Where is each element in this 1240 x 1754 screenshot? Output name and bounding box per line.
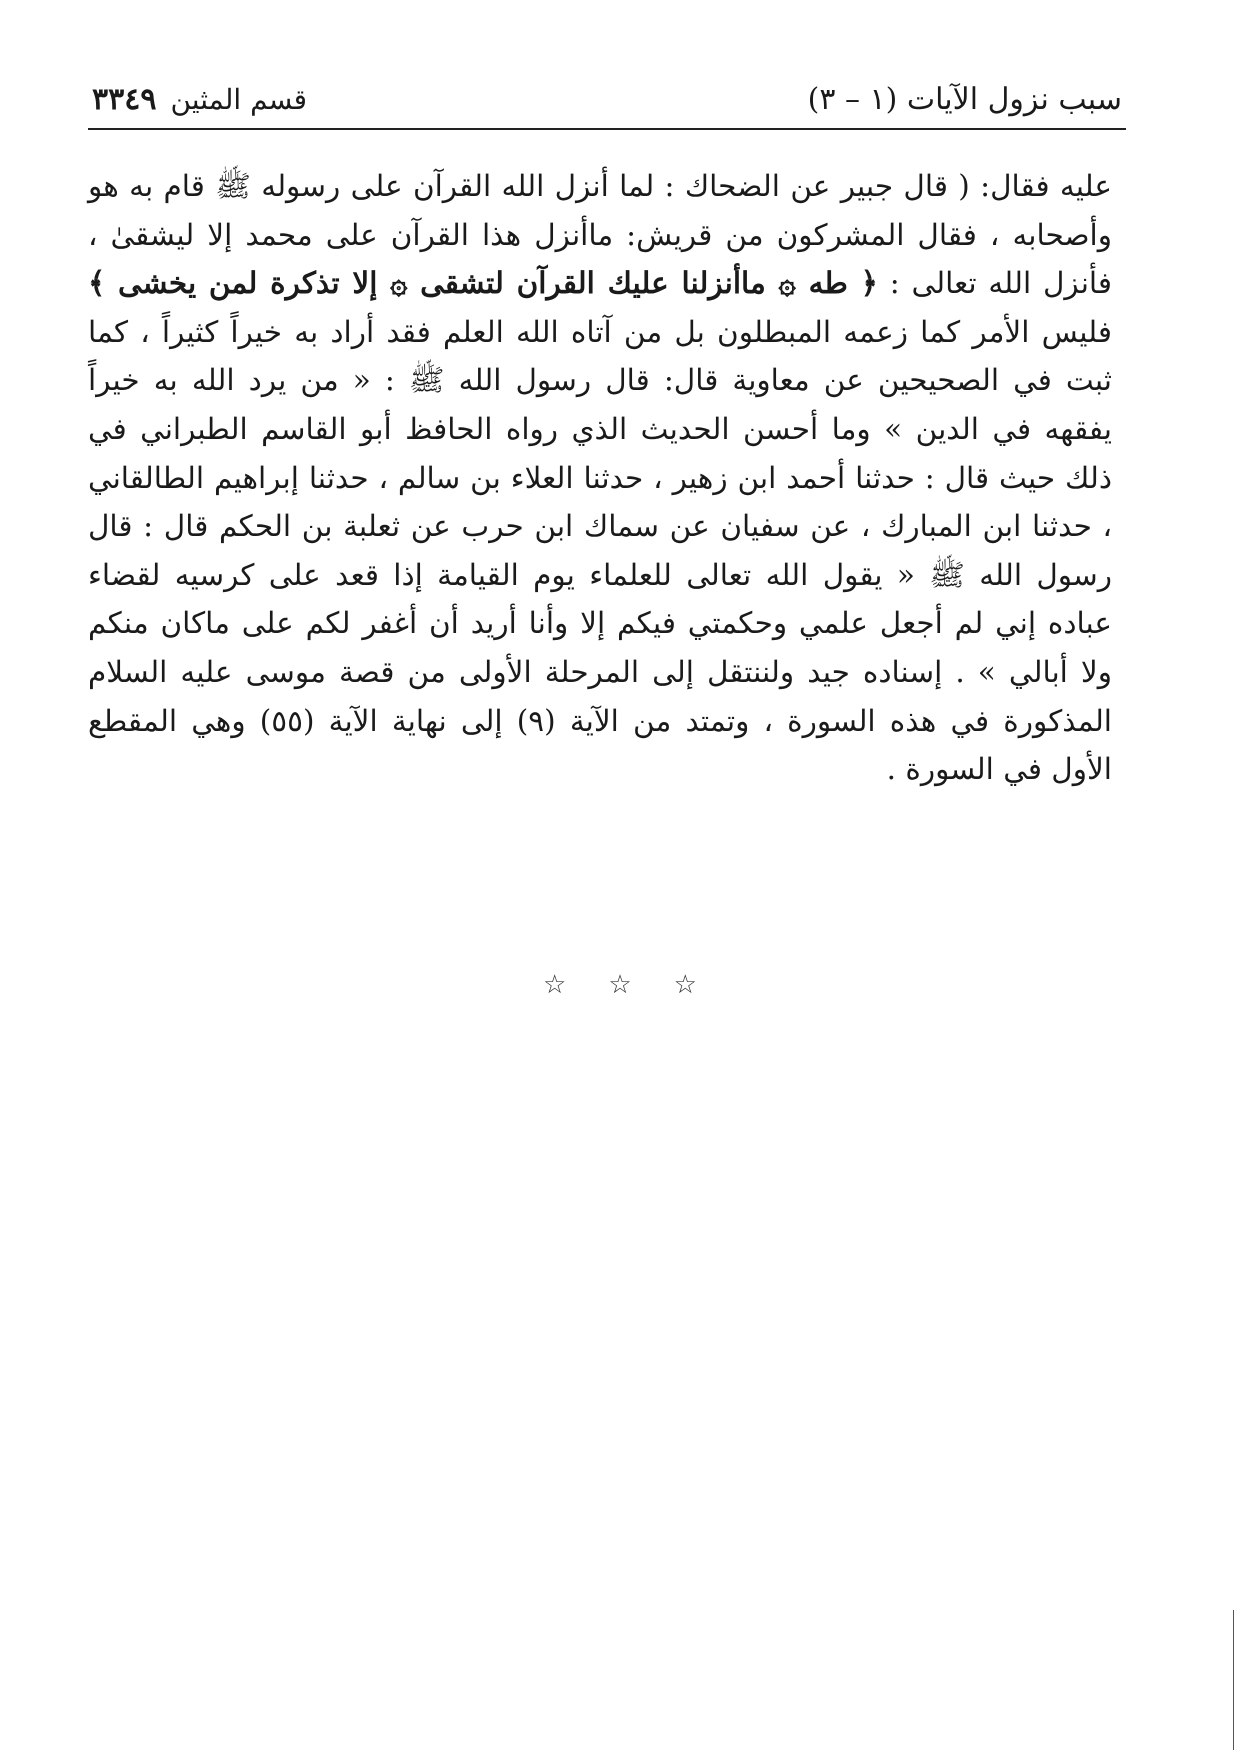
running-header xyxy=(92,78,1122,122)
scan-edge-line xyxy=(1233,1610,1234,1750)
paragraph-text xyxy=(88,162,1112,794)
paragraph-rest: فليس الأمر كما زعمه المبطلون بل من آتاه الله العلم فقد أراد به خيراً كثيراً ، كما ثبت في الصحيحين عن معاوية قال: قال رسول الله ﷺ : « من يرد الله به خيراً يفقهه في الدين » وما أحسن الحديث الذي رواه الحافظ أبو القاسم الطبراني في ذلك حيث قال : حدثنا أحمد ابن زهير ، حدثنا العلاء بن سالم ، حدثنا إبراهيم الطالقاني ، حدثنا ابن المبارك ، عن سفيان عن سماك ابن حرب عن ثعلبة بن الحكم قال : قال رسول الله ﷺ « يقول الله تعالى للعلماء يوم القيامة إذا قعد على كرسيه لقضاء عباده إني لم أجعل علمي وحكمتي فيكم إلا وأنا أريد أن أغفر لكم على ماكان منكم ولا أبالي » . إسناده جيد ولننتقل إلى المرحلة الأولى من قصة موسى عليه السلام المذكورة في هذه السورة ، وتمتد من الآية (٩) إلى نهاية الآية (٥٥) وهي المقطع الأول في السورة . xyxy=(88,314,1113,787)
header-section-info xyxy=(92,82,307,117)
quran-verse: ﴿ طه ۞ ماأنزلنا عليك القرآن لتشقى ۞ إلا تذكرة لمن يخشى ﴾ xyxy=(88,265,878,301)
header-divider xyxy=(88,128,1126,130)
section-end-stars: ☆☆☆ xyxy=(543,970,739,1000)
main-paragraph xyxy=(88,162,1112,794)
header-section: قسم المثين xyxy=(170,83,308,116)
page-number: ٣٣٤٩ xyxy=(92,82,157,117)
header-title: سبب نزول الآيات (١ – ٣) xyxy=(807,82,1122,117)
paragraph-intro: عليه فقال: ( قال جبير عن الضحاك : لما أنزل الله القرآن على رسوله ﷺ قام به هو وأصحابه ، فقال المشركون من قريش: ماأنزل هذا القرآن على محمد إلا ليشقىٰ ، فأنزل الله تعالى : xyxy=(88,169,1112,301)
